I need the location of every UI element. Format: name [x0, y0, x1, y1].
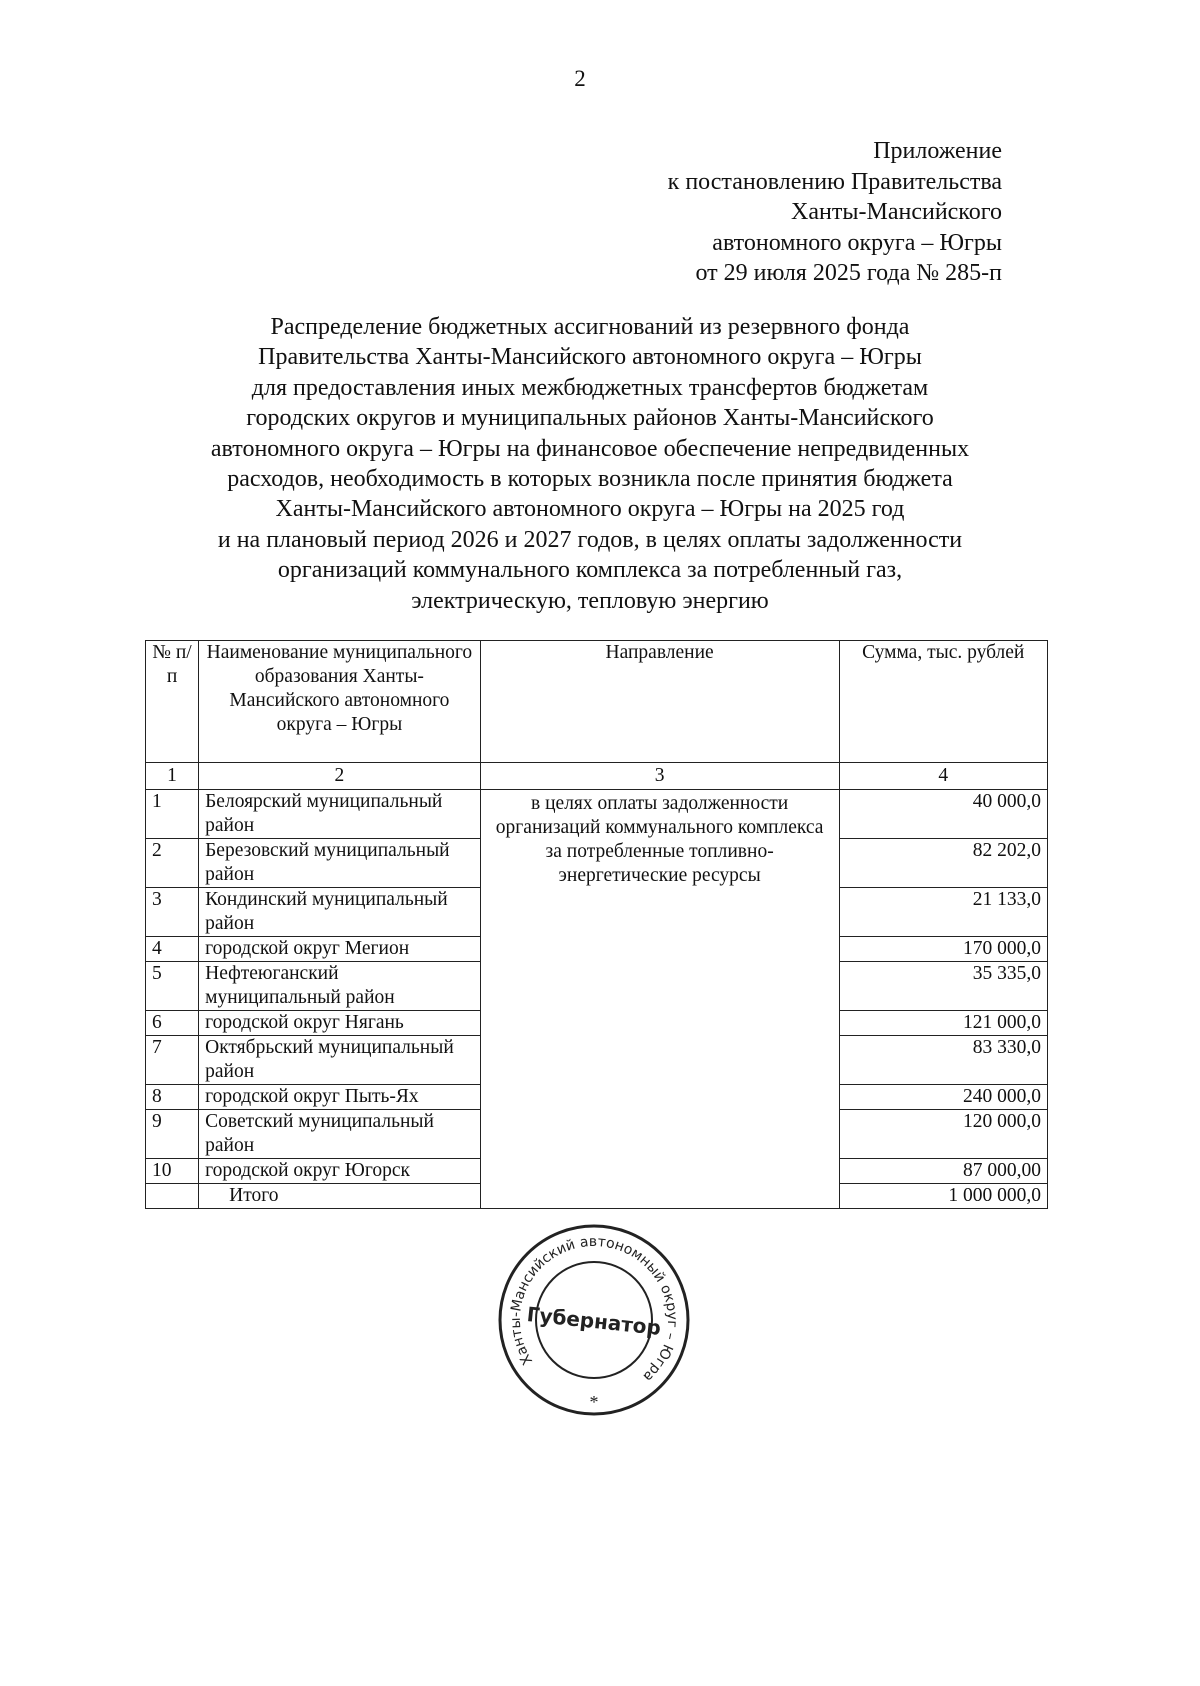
- table-header-row: [146, 641, 1048, 763]
- title-line: и на плановый период 2026 и 2027 годов, в целях оплаты задолженности: [217, 526, 963, 553]
- document-title: [150, 312, 1030, 616]
- title-line: организаций коммунального комплекса за потребленный газ,: [277, 557, 903, 584]
- appendix-line: Ханты-Мансийского: [791, 199, 1002, 225]
- column-number: 3: [480, 763, 839, 790]
- municipality-name: Кондинский муниципальный район: [199, 888, 481, 937]
- title-line: для предоставления иных межбюджетных трансфертов бюджетам: [251, 374, 929, 401]
- seal-center-text: Губернатор: [525, 1302, 663, 1340]
- allocation-table: [145, 640, 1048, 1209]
- amount-cell: 35 335,0: [839, 962, 1048, 1011]
- amount-cell: 170 000,0: [839, 937, 1048, 962]
- row-number: 10: [146, 1159, 199, 1184]
- column-number: 2: [199, 763, 481, 790]
- appendix-line: от 29 июля 2025 года № 285-п: [695, 260, 1002, 286]
- seal-star-icon: *: [589, 1392, 599, 1412]
- appendix-line: к постановлению Правительства: [667, 168, 1002, 195]
- row-number: 1: [146, 790, 199, 839]
- appendix-block: [668, 136, 1002, 289]
- appendix-line: Приложение: [873, 138, 1002, 164]
- title-line: Распределение бюджетных ассигнований из резервного фонда: [270, 314, 910, 340]
- column-number: 4: [839, 763, 1048, 790]
- official-seal: [496, 1222, 692, 1418]
- page-number: 2: [574, 66, 586, 91]
- row-number: 8: [146, 1085, 199, 1110]
- title-line: городских округов и муниципальных районов Ханты-Мансийского: [246, 405, 934, 432]
- appendix-line: автономного округа – Югры: [712, 229, 1002, 256]
- amount-cell: 87 000,00: [839, 1159, 1048, 1184]
- municipality-name: Нефтеюганский муниципальный район: [199, 962, 481, 1011]
- row-number: 3: [146, 888, 199, 937]
- header-amount: Сумма, тыс. рублей: [839, 641, 1048, 763]
- row-number: 7: [146, 1036, 199, 1085]
- municipality-name: городской округ Пыть-Ях: [199, 1085, 481, 1110]
- amount-cell: 120 000,0: [839, 1110, 1048, 1159]
- amount-cell: 240 000,0: [839, 1085, 1048, 1110]
- row-number: 9: [146, 1110, 199, 1159]
- title-line: Правительства Ханты-Мансийского автономного округа – Югры: [258, 344, 922, 371]
- row-number: 6: [146, 1011, 199, 1036]
- municipality-name: Октябрьский муниципальный район: [199, 1036, 481, 1085]
- amount-cell: 121 000,0: [839, 1011, 1048, 1036]
- total-label: Итого: [199, 1184, 481, 1209]
- total-amount: 1 000 000,0: [839, 1184, 1048, 1209]
- seal-ring-text: Ханты-Мансийский автономный округ – Югра: [507, 1233, 681, 1385]
- municipality-name: городской округ Нягань: [199, 1011, 481, 1036]
- row-number: 5: [146, 962, 199, 1011]
- amount-cell: 82 202,0: [839, 839, 1048, 888]
- header-direction: Направление: [480, 641, 839, 763]
- row-number: 4: [146, 937, 199, 962]
- column-number-row: [146, 763, 1048, 790]
- municipality-name: Белоярский муниципальный район: [199, 790, 481, 839]
- header-name: Наименование муниципального образования Ханты-Мансийского автономного округа – Югры: [199, 641, 481, 763]
- direction-cell: в целях оплаты задолженности организаций коммунального комплекса за потребленные топливно-энергетические ресурсы: [480, 790, 839, 1209]
- amount-cell: 40 000,0: [839, 790, 1048, 839]
- title-line: расходов, необходимость в которых возникла после принятия бюджета: [227, 466, 953, 493]
- table-row: [146, 790, 1048, 839]
- municipality-name: городской округ Югорск: [199, 1159, 481, 1184]
- header-number: № п/п: [146, 641, 199, 763]
- title-line: автономного округа – Югры на финансовое обеспечение непредвиденных: [210, 435, 970, 462]
- municipality-name: Советский муниципальный район: [199, 1110, 481, 1159]
- amount-cell: 21 133,0: [839, 888, 1048, 937]
- title-line: Ханты-Мансийского автономного округа – Югры на 2025 год: [275, 496, 905, 523]
- column-number: 1: [146, 763, 199, 790]
- total-number-cell: [146, 1184, 199, 1209]
- amount-cell: 83 330,0: [839, 1036, 1048, 1085]
- municipality-name: городской округ Мегион: [199, 937, 481, 962]
- row-number: 2: [146, 839, 199, 888]
- title-line: электрическую, тепловую энергию: [411, 587, 769, 614]
- municipality-name: Березовский муниципальный район: [199, 839, 481, 888]
